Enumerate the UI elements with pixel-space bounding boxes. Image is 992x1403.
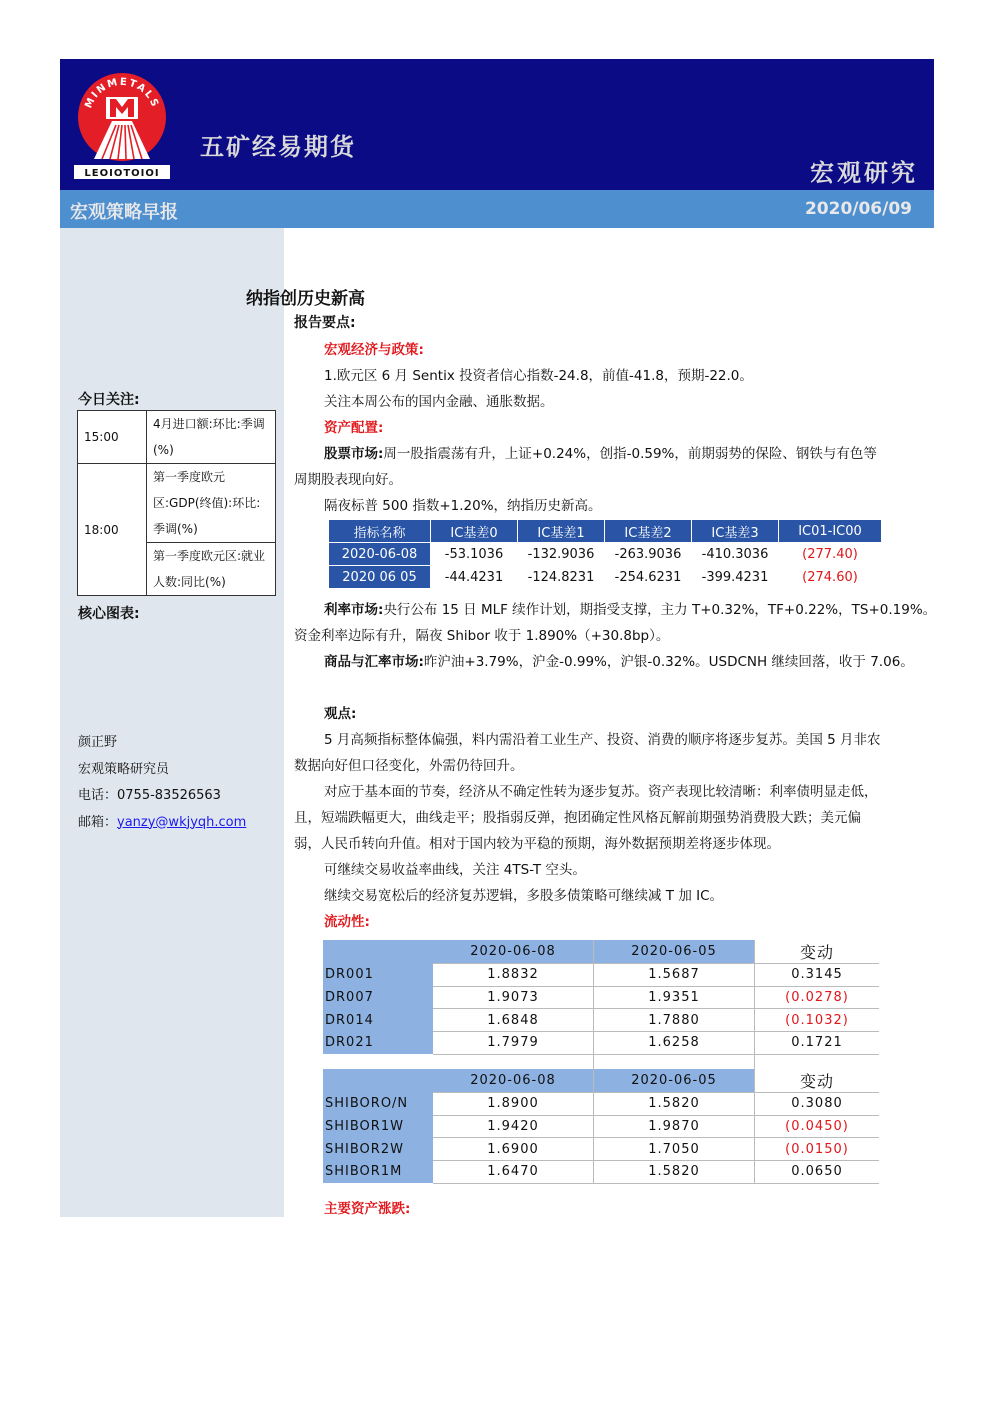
stock-line-2: 周期股表现向好。	[294, 472, 402, 488]
asset-label: 资产配置:	[324, 420, 384, 436]
view-line: 可继续交易收益率曲线，关注 4TS-T 空头。	[324, 862, 586, 878]
table-cell: 1.9351	[594, 986, 755, 1009]
stock-label: 股票市场:	[324, 446, 384, 462]
table-cell: 1.8900	[433, 1093, 594, 1116]
ic-basis-table	[328, 519, 882, 589]
focus-item: 第一季度欧元区:就业人数:同比(%)	[147, 543, 276, 596]
change-cell: (0.0450)	[755, 1115, 880, 1138]
rate-name: SHIBOR2W	[323, 1138, 433, 1161]
table-row	[323, 1093, 879, 1116]
focus-time: 18:00	[78, 464, 147, 596]
report-header	[60, 59, 934, 190]
macro-line-2: 关注本周公布的国内金融、通胀数据。	[324, 394, 554, 410]
view-label: 观点:	[324, 706, 357, 722]
table-row	[329, 543, 882, 566]
view-line: 继续交易宽松后的经济复苏逻辑，多股多债策略可继续减 T 加 IC。	[324, 888, 724, 904]
focus-item: 第一季度欧元区:GDP(终值):环比:季调(%)	[147, 464, 276, 543]
rate-label: 利率市场:	[324, 602, 384, 618]
table-header-row	[323, 1069, 879, 1093]
rate-name: SHIBOR1W	[323, 1115, 433, 1138]
liquidity-label: 流动性:	[324, 914, 370, 930]
table-header: IC基差1	[518, 520, 605, 543]
macro-label: 宏观经济与政策:	[324, 342, 424, 358]
table-row	[323, 986, 879, 1009]
author-title: 宏观策略研究员	[78, 761, 170, 777]
document-title: 纳指创历史新高	[246, 289, 365, 309]
table-cell: 1.6900	[433, 1138, 594, 1161]
report-type: 宏观策略早报	[70, 202, 178, 223]
sidebar	[60, 228, 284, 1217]
author-email-row	[78, 810, 246, 837]
table-cell: -124.8231	[518, 566, 605, 589]
rate-name: DR014	[323, 1009, 433, 1032]
table-row	[323, 1009, 879, 1032]
stock-line-1	[324, 442, 877, 462]
summary-label: 报告要点:	[294, 315, 356, 331]
table-row	[78, 411, 276, 464]
view-line: 数据向好但口径变化，外需仍待回升。	[294, 758, 524, 774]
change-cell: (0.0150)	[755, 1138, 880, 1161]
focus-title: 今日关注:	[78, 392, 140, 408]
table-cell: 1.9073	[433, 986, 594, 1009]
table-row	[323, 1032, 879, 1055]
fx-label: 商品与汇率市场:	[324, 654, 424, 670]
table-header: 2020-06-08	[433, 940, 594, 964]
rate-name: SHIBOR1M	[323, 1161, 433, 1184]
table-cell: 1.6258	[594, 1032, 755, 1055]
table-cell: 1.7979	[433, 1032, 594, 1055]
focus-item: 4月进口额:环比:季调(%)	[147, 411, 276, 464]
table-row	[323, 1161, 879, 1184]
table-header	[323, 940, 433, 964]
rate-name: DR007	[323, 986, 433, 1009]
view-line: 且，短端跌幅更大，曲线走平；股指弱反弹，抱团确定性风格瓦解前期强势消费股大跌；美元偏	[294, 810, 861, 826]
author-email-link[interactable]: yanzy@wkjyqh.com	[117, 814, 247, 830]
change-cell: 0.3080	[755, 1093, 880, 1116]
spread-cell: (277.40)	[779, 543, 882, 566]
table-cell: 1.5820	[594, 1093, 755, 1116]
fx-line	[324, 650, 914, 670]
focus-table	[77, 410, 276, 596]
row-date: 2020 06 05	[329, 566, 431, 589]
stock-text: 周一股指震荡有升，上证+0.24%，创指-0.59%，前期弱势的保险、钢铁与有色等	[383, 446, 877, 462]
rate-name: DR001	[323, 964, 433, 987]
report-subbar	[60, 190, 934, 228]
table-row	[323, 1138, 879, 1161]
change-cell: (0.1032)	[755, 1009, 880, 1032]
table-header-row	[329, 520, 882, 543]
table-cell: -254.6231	[605, 566, 692, 589]
author-name: 颜正野	[78, 735, 118, 750]
row-date: 2020-06-08	[329, 543, 431, 566]
repo-rate-table	[323, 940, 879, 1076]
table-row	[323, 1115, 879, 1138]
table-cell: 1.7880	[594, 1009, 755, 1032]
table-header-row	[323, 940, 879, 964]
minmetals-logo	[72, 69, 172, 181]
macro-line-1: 1.欧元区 6 月 Sentix 投资者信心指数-24.8，前值-41.8，预期-22.0。	[324, 368, 753, 384]
assets-label: 主要资产涨跌:	[324, 1201, 411, 1217]
focus-time: 15:00	[78, 411, 147, 464]
fx-text: 昨沪油+3.79%，沪金-0.99%，沪银-0.32%。USDCNH 继续回落，收于 7.06。	[423, 654, 914, 670]
table-header: IC基差0	[431, 520, 518, 543]
rate-line-1	[324, 598, 936, 618]
shibor-table	[323, 1069, 879, 1184]
table-header: IC01-IC00	[779, 520, 882, 543]
table-cell: -132.9036	[518, 543, 605, 566]
table-cell: -44.4231	[431, 566, 518, 589]
table-header: 变动	[755, 940, 880, 964]
section-title: 宏观研究	[810, 159, 918, 187]
author-info	[78, 730, 246, 836]
svg-text:MINMETALS: MINMETALS	[83, 76, 161, 111]
change-cell: 0.1721	[755, 1032, 880, 1055]
table-row	[329, 566, 882, 589]
svg-text:LEOIOTOIOI: LEOIOTOIOI	[84, 168, 160, 179]
email-label: 邮箱：	[78, 814, 118, 830]
table-row	[78, 464, 276, 543]
table-header: IC基差2	[605, 520, 692, 543]
table-cell: 1.6470	[433, 1161, 594, 1184]
table-cell: 1.6848	[433, 1009, 594, 1032]
view-line: 5 月高频指标整体偏强，料内需沿着工业生产、投资、消费的顺序将逐步复苏。美国 5 月非农	[324, 732, 881, 748]
core-charts-title: 核心图表:	[78, 606, 140, 622]
table-cell: 1.9420	[433, 1115, 594, 1138]
view-line: 对应于基本面的节奏，经济从不确定性转为逐步复苏。资产表现比较清晰：利率债明显走低，	[324, 784, 878, 800]
table-cell: 1.5820	[594, 1161, 755, 1184]
table-header: 2020-06-08	[433, 1069, 594, 1093]
report-date: 2020/06/09	[804, 199, 912, 219]
table-cell: -263.9036	[605, 543, 692, 566]
table-cell: 1.7050	[594, 1138, 755, 1161]
table-header: 2020-06-05	[594, 1069, 755, 1093]
spread-cell: (274.60)	[779, 566, 882, 589]
change-cell: (0.0278)	[755, 986, 880, 1009]
table-cell: -399.4231	[692, 566, 779, 589]
change-cell: 0.3145	[755, 964, 880, 987]
rate-name: DR021	[323, 1032, 433, 1055]
table-row	[323, 964, 879, 987]
table-cell: 1.8832	[433, 964, 594, 987]
table-header: 指标名称	[329, 520, 431, 543]
change-cell: 0.0650	[755, 1161, 880, 1184]
table-header	[323, 1069, 433, 1093]
brand-name: 五矿经易期货	[200, 133, 356, 161]
table-header: 2020-06-05	[594, 940, 755, 964]
table-cell: -53.1036	[431, 543, 518, 566]
rate-name: SHIBORO/N	[323, 1093, 433, 1116]
table-cell: 1.5687	[594, 964, 755, 987]
table-cell: 1.9870	[594, 1115, 755, 1138]
table-header: 变动	[755, 1069, 880, 1093]
author-phone: 电话：0755-83526563	[78, 788, 221, 803]
table-header: IC基差3	[692, 520, 779, 543]
rate-text: 央行公布 15 日 MLF 续作计划，期指受支撑，主力 T+0.32%，TF+0.22%，TS+0.19%。	[383, 602, 937, 618]
rate-line-2: 资金利率边际有升，隔夜 Shibor 收于 1.890%（+30.8bp）。	[294, 628, 670, 644]
view-line: 弱，人民币转向升值。相对于国内较为平稳的预期，海外数据预期差将逐步体现。	[294, 836, 780, 852]
table-cell: -410.3036	[692, 543, 779, 566]
sp-line: 隔夜标普 500 指数+1.20%，纳指历史新高。	[324, 498, 602, 514]
